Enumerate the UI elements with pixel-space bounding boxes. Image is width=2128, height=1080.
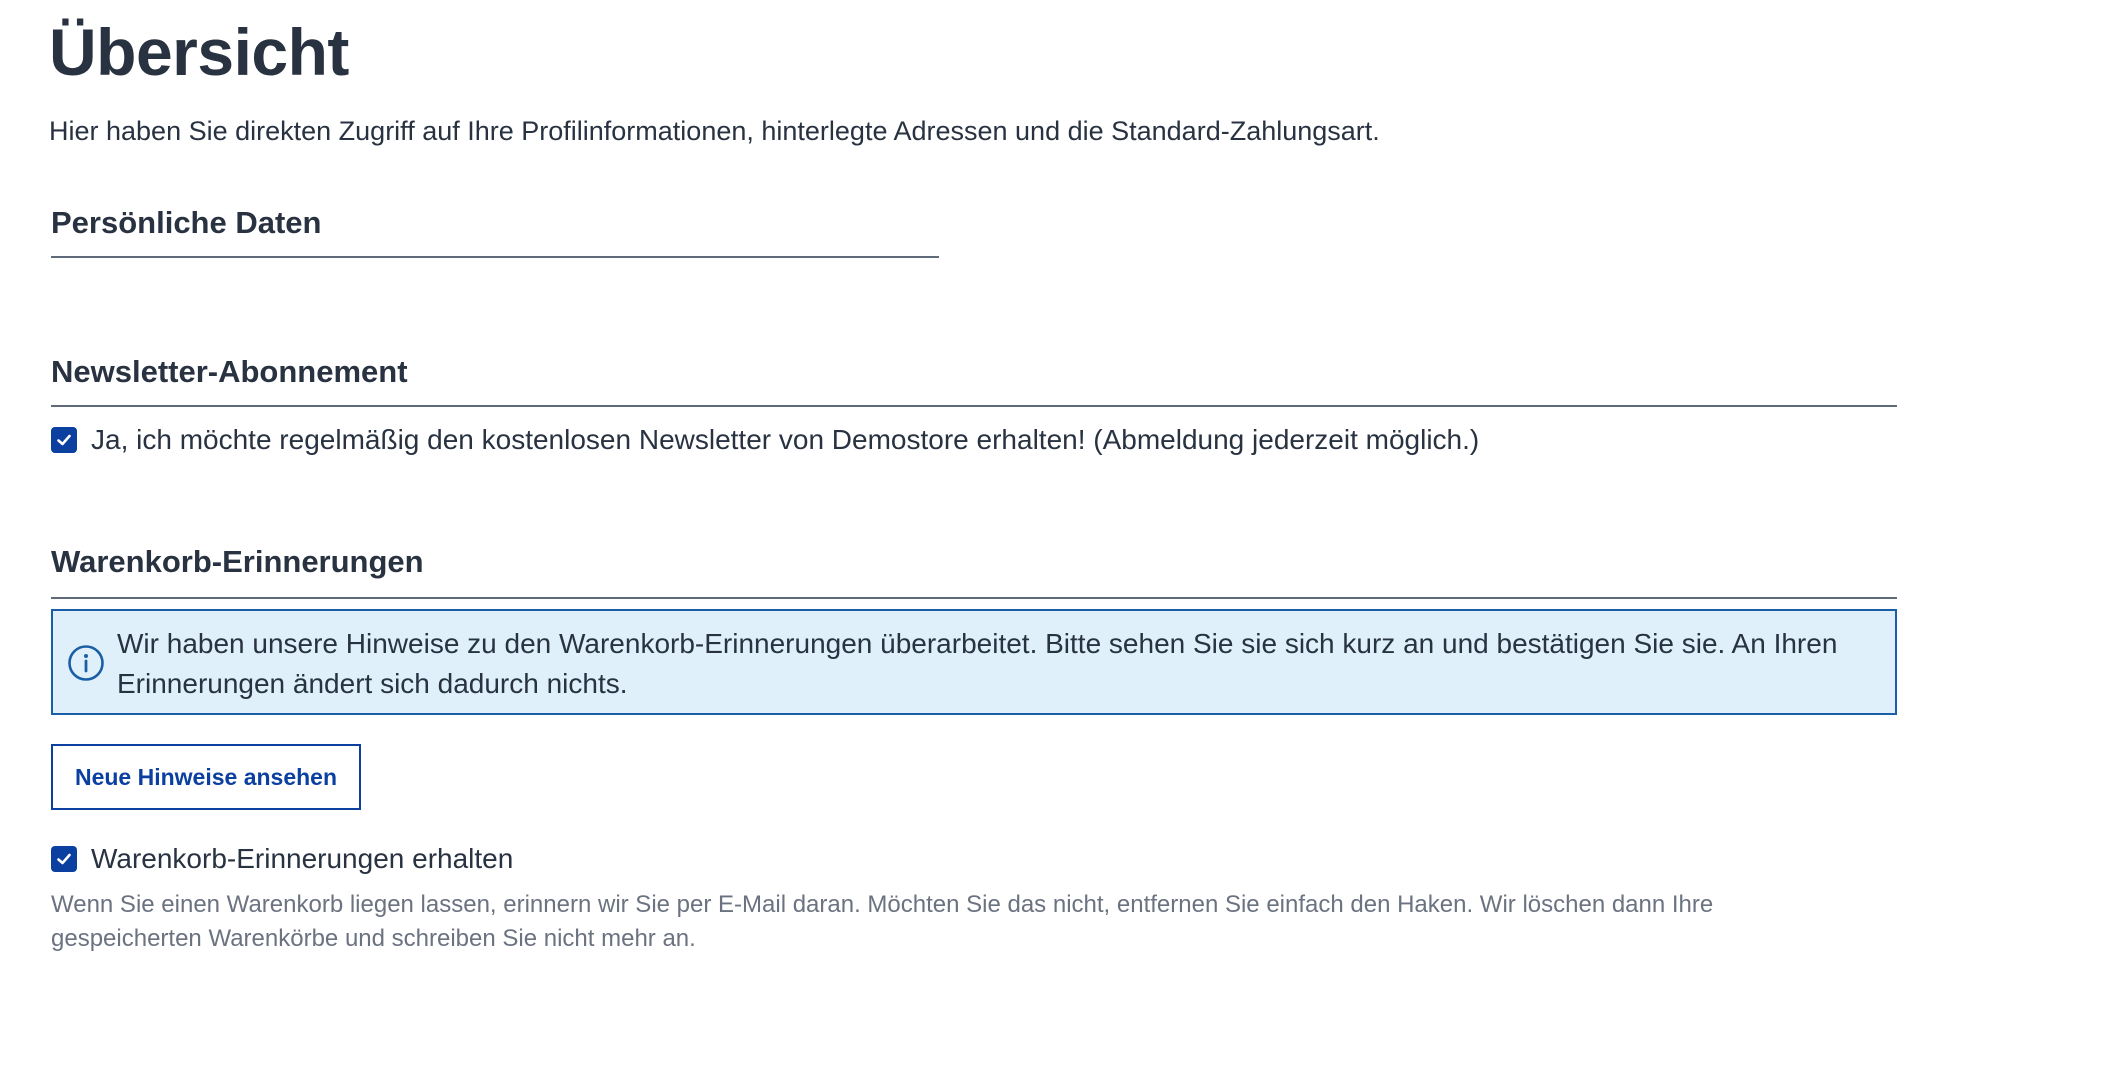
newsletter-checkbox[interactable] bbox=[51, 427, 77, 453]
info-icon bbox=[67, 644, 105, 682]
cart-reminders-info-alert bbox=[51, 609, 1897, 715]
personal-data-divider bbox=[51, 256, 939, 258]
personal-data-heading: Persönliche Daten bbox=[51, 205, 322, 240]
cart-reminders-heading: Warenkorb-Erinnerungen bbox=[51, 544, 424, 579]
cart-reminders-divider bbox=[51, 597, 1897, 599]
newsletter-checkbox-row[interactable] bbox=[51, 421, 1479, 459]
newsletter-checkbox-label[interactable]: Ja, ich möchte regelmäßig den kostenlosen Newsletter von Demostore erhalten! (Abmeldung jederzeit möglich.) bbox=[91, 424, 1480, 455]
cart-reminders-checkbox-row[interactable] bbox=[51, 840, 513, 878]
info-alert-text: Wir haben unsere Hinweise zu den Warenkorb-Erinnerungen überarbeitet. Bitte sehen Sie sie sich kurz an und bestätigen Sie sie. An Ihren Erinnerungen ändert sich dadurch nichts. bbox=[117, 628, 1838, 699]
newsletter-heading: Newsletter-Abonnement bbox=[51, 354, 408, 389]
page-title: Übersicht bbox=[49, 15, 349, 89]
page-intro: Hier haben Sie direkten Zugriff auf Ihre Profilinformationen, hinterlegte Adressen und die Standard-Zahlungsart. bbox=[49, 116, 1380, 146]
newsletter-divider bbox=[51, 405, 1897, 407]
cart-reminders-help-text: Wenn Sie einen Warenkorb liegen lassen, erinnern wir Sie per E-Mail daran. Möchten Sie das nicht, entfernen Sie einfach den Haken. Wir löschen dann Ihre gespeicherten Warenkörbe und schreiben Sie nicht mehr an. bbox=[51, 891, 1714, 952]
cart-reminders-checkbox[interactable] bbox=[51, 846, 77, 872]
checkmark-icon bbox=[55, 431, 73, 449]
checkmark-icon bbox=[55, 850, 73, 868]
cart-reminders-checkbox-label[interactable]: Warenkorb-Erinnerungen erhalten bbox=[91, 843, 514, 874]
view-new-notices-button[interactable]: Neue Hinweise ansehen bbox=[51, 744, 361, 810]
